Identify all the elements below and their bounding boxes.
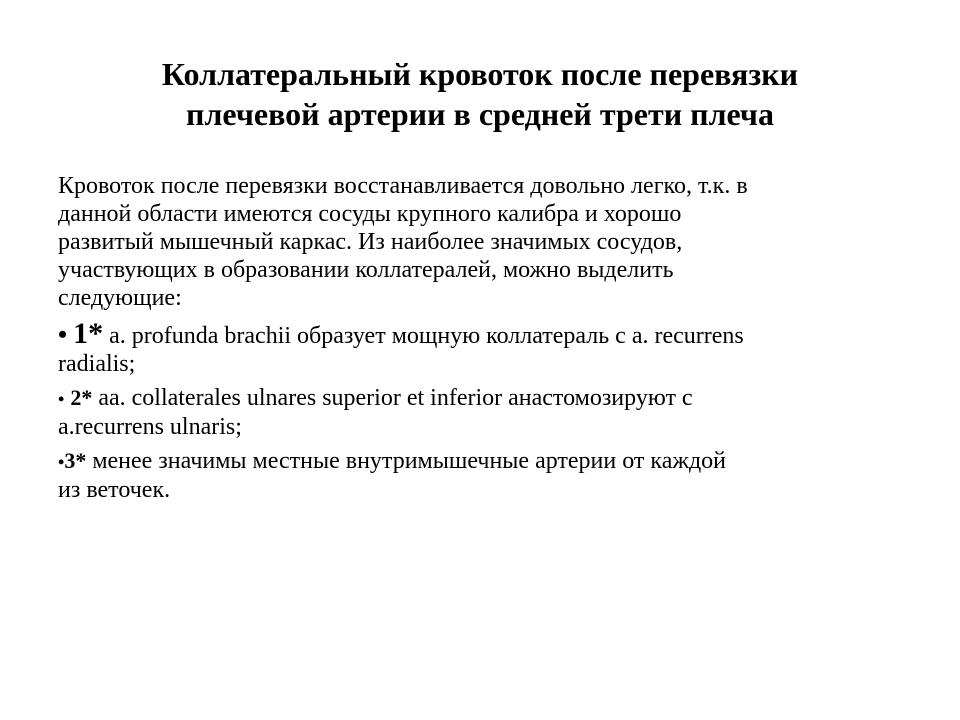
slide-title <box>60 54 900 134</box>
bullet-item-1 <box>58 317 918 378</box>
bullet-item-3 <box>58 447 918 504</box>
title-line-1: Коллатеральный кровоток после перевязки <box>161 56 799 92</box>
bullet-text: aa. collaterales ulnares superior et inferior анастомозируют с <box>92 385 693 411</box>
bullet-line <box>58 384 918 413</box>
intro-line: данной области имеются сосуды крупного калибра и хорошо <box>58 201 682 227</box>
title-line-2: плечевой артерии в средней трети плеча <box>186 96 774 132</box>
bullet-continuation: a.recurrens ulnaris; <box>58 414 242 440</box>
bullet-number: 3* <box>64 448 87 473</box>
bullet-marker: • <box>58 320 68 349</box>
intro-line: развитый мышечный каркас. Из наиболее значимых сосудов, <box>58 229 683 255</box>
intro-line: следующие: <box>58 285 182 311</box>
bullet-continuation: из веточек. <box>58 477 171 503</box>
bullet-item-2 <box>58 384 918 441</box>
bullet-continuation: radialis; <box>58 351 136 377</box>
slide-body <box>58 172 918 510</box>
bullet-text: менее значимы местные внутримышечные артерии от каждой <box>86 448 727 474</box>
intro-line: участвующих в образовании коллатералей, можно выделить <box>58 257 674 283</box>
bullet-line <box>58 317 918 350</box>
bullet-text: a. profunda brachii образует мощную коллатераль с a. recurrens <box>103 323 744 349</box>
bullet-number: 2* <box>70 385 93 410</box>
bullet-number: 1* <box>73 317 104 350</box>
intro-paragraph <box>58 172 918 312</box>
bullet-marker: • <box>58 452 65 472</box>
bullet-line <box>58 447 918 476</box>
intro-line: Кровоток после перевязки восстанавливается довольно легко, т.к. в <box>58 173 748 199</box>
bullet-marker: • <box>58 389 65 409</box>
